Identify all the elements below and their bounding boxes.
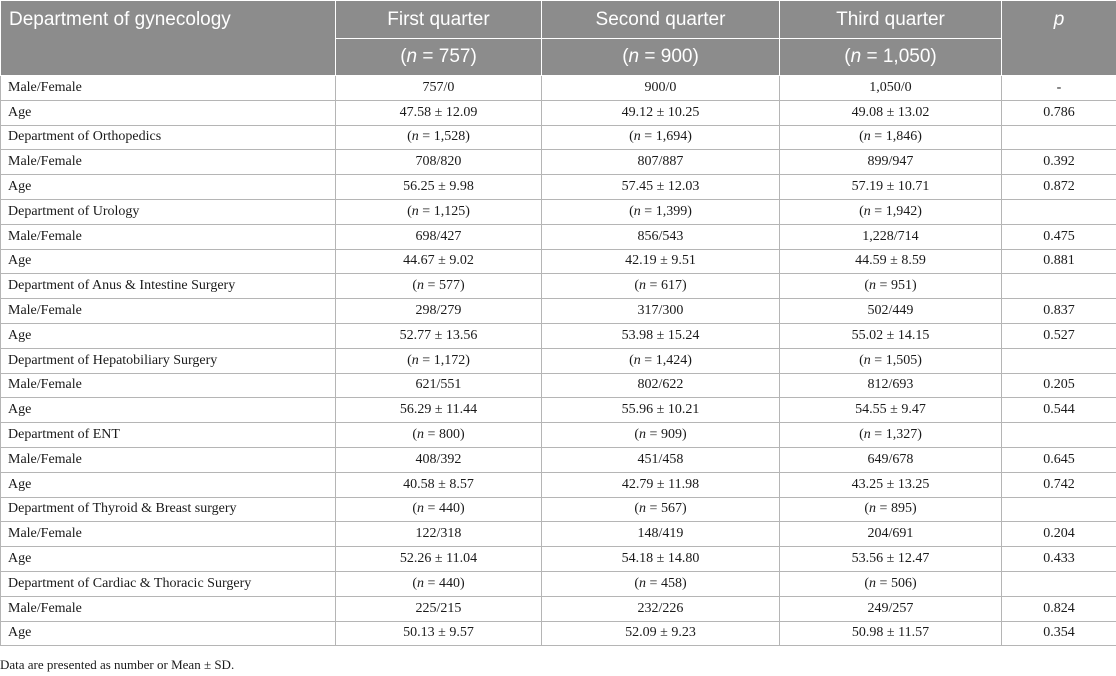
- row-label: Male/Female: [1, 373, 336, 398]
- department-row: [1, 423, 1116, 448]
- row-label: Age: [1, 547, 336, 572]
- second-quarter-cell: 55.96 ± 10.21: [542, 398, 780, 423]
- table-row: [1, 547, 1116, 572]
- third-quarter-cell: 49.08 ± 13.02: [780, 100, 1002, 125]
- first-quarter-cell: 122/318: [336, 522, 542, 547]
- row-label: Male/Female: [1, 596, 336, 621]
- first-quarter-n-cell: (n = 1,528): [336, 125, 542, 150]
- p-value-cell: [1002, 423, 1116, 448]
- header-n-first-quarter: (n = 757): [336, 39, 542, 76]
- second-quarter-cell: 57.45 ± 12.03: [542, 175, 780, 200]
- second-quarter-n-cell: (n = 909): [542, 423, 780, 448]
- second-quarter-cell: 42.19 ± 9.51: [542, 249, 780, 274]
- p-value-cell: 0.824: [1002, 596, 1116, 621]
- second-quarter-n-cell: (n = 617): [542, 274, 780, 299]
- department-name: Department of Orthopedics: [1, 125, 336, 150]
- second-quarter-cell: 54.18 ± 14.80: [542, 547, 780, 572]
- p-value-cell: [1002, 571, 1116, 596]
- row-label: Age: [1, 621, 336, 646]
- first-quarter-cell: 47.58 ± 12.09: [336, 100, 542, 125]
- third-quarter-cell: 812/693: [780, 373, 1002, 398]
- department-name: Department of ENT: [1, 423, 336, 448]
- department-name: Department of Hepatobiliary Surgery: [1, 348, 336, 373]
- first-quarter-n-cell: (n = 440): [336, 571, 542, 596]
- department-name: Department of Urology: [1, 199, 336, 224]
- first-quarter-cell: 56.25 ± 9.98: [336, 175, 542, 200]
- table-row: [1, 621, 1116, 646]
- department-row: [1, 497, 1116, 522]
- p-value-cell: 0.392: [1002, 150, 1116, 175]
- row-label: Male/Female: [1, 299, 336, 324]
- first-quarter-cell: 56.29 ± 11.44: [336, 398, 542, 423]
- third-quarter-cell: 649/678: [780, 447, 1002, 472]
- row-label: Age: [1, 398, 336, 423]
- table-row: [1, 299, 1116, 324]
- row-label: Male/Female: [1, 522, 336, 547]
- table-header: [1, 1, 1116, 76]
- row-label: Male/Female: [1, 224, 336, 249]
- third-quarter-cell: 54.55 ± 9.47: [780, 398, 1002, 423]
- second-quarter-n-cell: (n = 1,424): [542, 348, 780, 373]
- second-quarter-cell: 802/622: [542, 373, 780, 398]
- p-value-cell: 0.872: [1002, 175, 1116, 200]
- table-row: [1, 472, 1116, 497]
- third-quarter-n-cell: (n = 1,942): [780, 199, 1002, 224]
- first-quarter-n-cell: (n = 800): [336, 423, 542, 448]
- table-row: [1, 150, 1116, 175]
- first-quarter-cell: 708/820: [336, 150, 542, 175]
- p-value-cell: [1002, 199, 1116, 224]
- first-quarter-n-cell: (n = 577): [336, 274, 542, 299]
- p-value-cell: 0.433: [1002, 547, 1116, 572]
- p-value-cell: 0.204: [1002, 522, 1116, 547]
- second-quarter-cell: 49.12 ± 10.25: [542, 100, 780, 125]
- p-value-cell: 0.527: [1002, 323, 1116, 348]
- table-row: [1, 447, 1116, 472]
- table-row: [1, 522, 1116, 547]
- first-quarter-n-cell: (n = 1,172): [336, 348, 542, 373]
- row-label: Age: [1, 175, 336, 200]
- p-value-cell: [1002, 274, 1116, 299]
- third-quarter-n-cell: (n = 1,505): [780, 348, 1002, 373]
- table-row: [1, 398, 1116, 423]
- second-quarter-cell: 807/887: [542, 150, 780, 175]
- first-quarter-cell: 50.13 ± 9.57: [336, 621, 542, 646]
- header-department-gynecology: Department of gynecology: [1, 1, 336, 76]
- row-label: Male/Female: [1, 76, 336, 101]
- table-footnote: Data are presented as number or Mean ± SD.: [0, 657, 235, 672]
- third-quarter-cell: 899/947: [780, 150, 1002, 175]
- second-quarter-cell: 900/0: [542, 76, 780, 101]
- department-row: [1, 274, 1116, 299]
- first-quarter-cell: 52.77 ± 13.56: [336, 323, 542, 348]
- department-name: Department of Cardiac & Thoracic Surgery: [1, 571, 336, 596]
- table-row: [1, 249, 1116, 274]
- p-value-cell: 0.544: [1002, 398, 1116, 423]
- table-row: [1, 323, 1116, 348]
- row-label: Male/Female: [1, 150, 336, 175]
- first-quarter-n-cell: (n = 1,125): [336, 199, 542, 224]
- third-quarter-cell: 44.59 ± 8.59: [780, 249, 1002, 274]
- p-value-cell: [1002, 497, 1116, 522]
- second-quarter-cell: 856/543: [542, 224, 780, 249]
- row-label: Age: [1, 249, 336, 274]
- first-quarter-cell: 298/279: [336, 299, 542, 324]
- table-body: [1, 76, 1116, 646]
- p-value-cell: 0.475: [1002, 224, 1116, 249]
- header-p-value: p: [1002, 1, 1116, 76]
- third-quarter-cell: 249/257: [780, 596, 1002, 621]
- third-quarter-n-cell: (n = 1,327): [780, 423, 1002, 448]
- second-quarter-cell: 53.98 ± 15.24: [542, 323, 780, 348]
- p-value-cell: 0.881: [1002, 249, 1116, 274]
- third-quarter-cell: 502/449: [780, 299, 1002, 324]
- second-quarter-cell: 148/419: [542, 522, 780, 547]
- header-row: [1, 1, 1116, 39]
- table-row: [1, 373, 1116, 398]
- second-quarter-cell: 42.79 ± 11.98: [542, 472, 780, 497]
- second-quarter-n-cell: (n = 1,694): [542, 125, 780, 150]
- first-quarter-cell: 621/551: [336, 373, 542, 398]
- second-quarter-n-cell: (n = 1,399): [542, 199, 780, 224]
- p-value-cell: 0.354: [1002, 621, 1116, 646]
- third-quarter-cell: 57.19 ± 10.71: [780, 175, 1002, 200]
- first-quarter-cell: 52.26 ± 11.04: [336, 547, 542, 572]
- department-row: [1, 571, 1116, 596]
- p-value-cell: 0.205: [1002, 373, 1116, 398]
- first-quarter-cell: 698/427: [336, 224, 542, 249]
- second-quarter-n-cell: (n = 458): [542, 571, 780, 596]
- department-name: Department of Anus & Intestine Surgery: [1, 274, 336, 299]
- first-quarter-cell: 40.58 ± 8.57: [336, 472, 542, 497]
- p-value-cell: 0.786: [1002, 100, 1116, 125]
- p-value-cell: [1002, 125, 1116, 150]
- p-value-cell: 0.645: [1002, 447, 1116, 472]
- third-quarter-cell: 1,228/714: [780, 224, 1002, 249]
- header-first-quarter: First quarter: [336, 1, 542, 39]
- third-quarter-cell: 1,050/0: [780, 76, 1002, 101]
- row-label: Age: [1, 472, 336, 497]
- second-quarter-cell: 52.09 ± 9.23: [542, 621, 780, 646]
- table-row: [1, 76, 1116, 101]
- header-second-quarter: Second quarter: [542, 1, 780, 39]
- first-quarter-cell: 408/392: [336, 447, 542, 472]
- third-quarter-n-cell: (n = 1,846): [780, 125, 1002, 150]
- p-value-cell: 0.837: [1002, 299, 1116, 324]
- first-quarter-cell: 225/215: [336, 596, 542, 621]
- second-quarter-cell: 451/458: [542, 447, 780, 472]
- header-n-third-quarter: (n = 1,050): [780, 39, 1002, 76]
- department-row: [1, 199, 1116, 224]
- second-quarter-n-cell: (n = 567): [542, 497, 780, 522]
- second-quarter-cell: 232/226: [542, 596, 780, 621]
- table-row: [1, 175, 1116, 200]
- first-quarter-cell: 44.67 ± 9.02: [336, 249, 542, 274]
- third-quarter-n-cell: (n = 951): [780, 274, 1002, 299]
- third-quarter-n-cell: (n = 895): [780, 497, 1002, 522]
- first-quarter-cell: 757/0: [336, 76, 542, 101]
- row-label: Age: [1, 100, 336, 125]
- third-quarter-cell: 55.02 ± 14.15: [780, 323, 1002, 348]
- third-quarter-cell: 50.98 ± 11.57: [780, 621, 1002, 646]
- third-quarter-cell: 53.56 ± 12.47: [780, 547, 1002, 572]
- table-row: [1, 596, 1116, 621]
- department-row: [1, 125, 1116, 150]
- third-quarter-cell: 43.25 ± 13.25: [780, 472, 1002, 497]
- p-value-cell: [1002, 348, 1116, 373]
- header-n-second-quarter: (n = 900): [542, 39, 780, 76]
- header-third-quarter: Third quarter: [780, 1, 1002, 39]
- p-value-cell: -: [1002, 76, 1116, 101]
- department-row: [1, 348, 1116, 373]
- second-quarter-cell: 317/300: [542, 299, 780, 324]
- third-quarter-n-cell: (n = 506): [780, 571, 1002, 596]
- first-quarter-n-cell: (n = 440): [336, 497, 542, 522]
- third-quarter-cell: 204/691: [780, 522, 1002, 547]
- row-label: Male/Female: [1, 447, 336, 472]
- table-row: [1, 100, 1116, 125]
- p-value-cell: 0.742: [1002, 472, 1116, 497]
- row-label: Age: [1, 323, 336, 348]
- table-row: [1, 224, 1116, 249]
- department-name: Department of Thyroid & Breast surgery: [1, 497, 336, 522]
